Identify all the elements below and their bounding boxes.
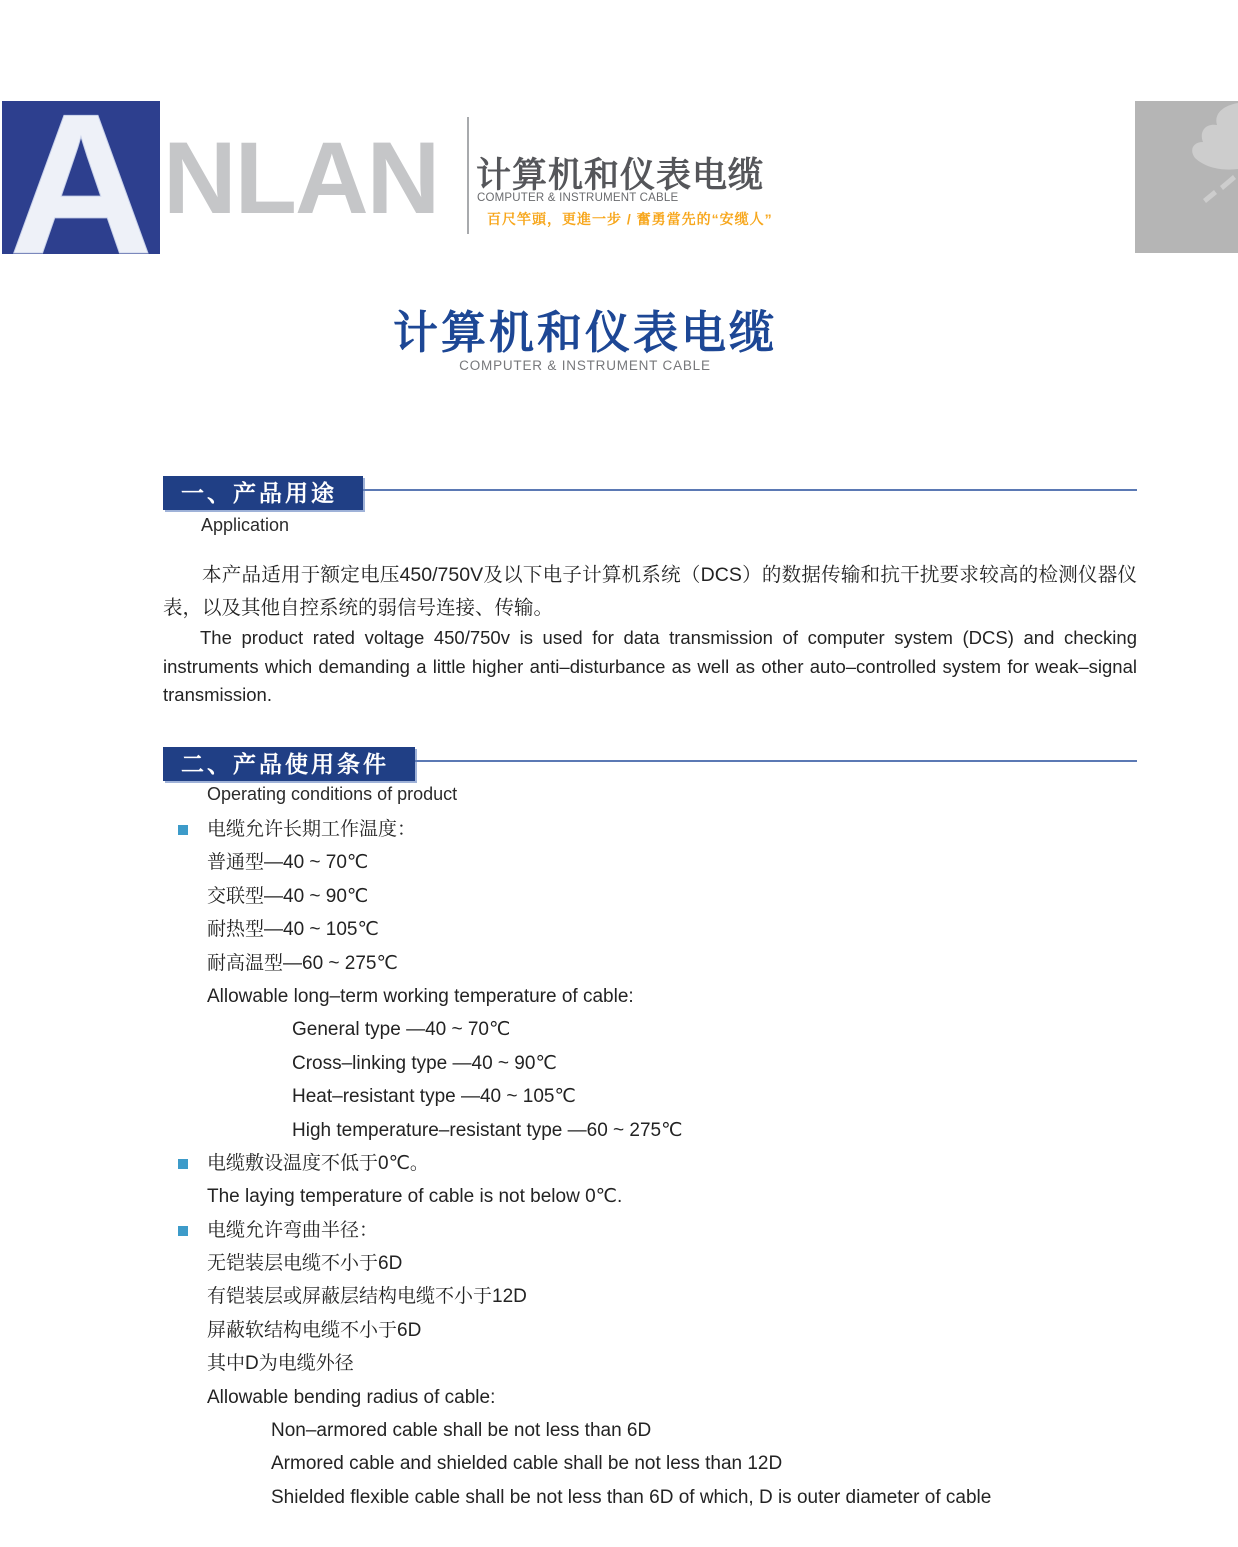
- list-item-text: 无铠装层电缆不小于6D: [207, 1253, 403, 1275]
- header-slogan: 百尺竿頭，更進一步 / 奮勇當先的“安缆人”: [487, 211, 773, 227]
- list-item-text: 普通型—40 ~ 70℃: [207, 852, 369, 874]
- list-item-text: Allowable long–term working temperature of cable:: [207, 985, 634, 1007]
- logo-letter-a: A: [8, 101, 154, 254]
- list-item: [163, 1047, 1143, 1080]
- list-item: [163, 1381, 1143, 1414]
- section-1-heading-box: 一、产品用途: [163, 476, 363, 510]
- list-item: [163, 1414, 1143, 1447]
- list-item-text: 交联型—40 ~ 90℃: [207, 885, 369, 907]
- list-item: [163, 1247, 1143, 1280]
- list-item: [163, 980, 1143, 1013]
- list-item-text: Heat–resistant type —40 ~ 105℃: [292, 1086, 576, 1108]
- list-item-text: Non–armored cable shall be not less than 6D: [271, 1420, 652, 1442]
- operating-conditions-label: Operating conditions of product: [207, 784, 458, 804]
- list-item-text: 电缆敷设温度不低于0℃。: [207, 1152, 429, 1174]
- list-item-text: The laying temperature of cable is not below 0℃.: [207, 1186, 623, 1208]
- list-item-text: 其中D为电缆外径: [207, 1353, 354, 1375]
- section-2-rule: [415, 760, 1137, 762]
- list-item: [163, 1481, 1143, 1514]
- list-item-text: Allowable bending radius of cable:: [207, 1386, 496, 1408]
- list-item-text: Cross–linking type —40 ~ 90℃: [292, 1052, 557, 1074]
- list-item-text: High temperature–resistant type —60 ~ 275℃: [292, 1119, 683, 1141]
- section-2-header: [163, 747, 1137, 781]
- header-divider: [467, 117, 469, 234]
- bullet-square-icon: [178, 1159, 188, 1169]
- list-item-text: 有铠装层或屏蔽层结构电缆不小于12D: [207, 1286, 527, 1308]
- list-item-text: Armored cable and shielded cable shall be not less than 12D: [271, 1453, 783, 1475]
- header-product-title-cn: 计算机和仪表电缆: [476, 156, 765, 195]
- list-item-text: 耐热型—40 ~ 105℃: [207, 919, 379, 941]
- list-item-text: 屏蔽软结构电缆不小于6D: [207, 1319, 422, 1341]
- list-item-text: General type —40 ~ 70℃: [292, 1019, 511, 1041]
- list-item: [163, 947, 1143, 980]
- list-item: [163, 1180, 1143, 1213]
- page-title-en: COMPUTER & INSTRUMENT CABLE: [459, 358, 711, 373]
- list-item-text: 电缆允许弯曲半径：: [207, 1219, 379, 1241]
- logo-wordmark: NLAN: [163, 121, 439, 235]
- list-item: [163, 1013, 1143, 1046]
- application-paragraph-cn: 本产品适用于额定电压450/750V及以下电子计算机系统（DCS）的数据传输和抗干扰要求较高的检测仪器仪表，以及其他自控系统的弱信号连接、传输。: [163, 564, 1137, 619]
- section-2-heading-box: 二、产品使用条件: [163, 747, 415, 781]
- page-title-cn: 计算机和仪表电缆: [392, 307, 777, 358]
- list-item-text: Shielded flexible cable shall be not less than 6D of which, D is outer diameter of cable: [271, 1486, 992, 1508]
- list-item: [163, 1280, 1143, 1313]
- application-paragraph-en: The product rated voltage 450/750v is used for data transmission of computer system (DCS) and checking instruments which demanding a little higher anti–disturbance as well as other auto–controlled system for weak–signal transmission.: [163, 627, 1137, 705]
- corner-image: [1135, 101, 1238, 253]
- list-item: [163, 1147, 1143, 1180]
- list-item: [163, 846, 1143, 879]
- list-item: [163, 1214, 1143, 1247]
- list-item: [163, 880, 1143, 913]
- section-1-rule: [363, 489, 1137, 491]
- application-label: Application: [201, 515, 290, 535]
- bullet-square-icon: [178, 1226, 188, 1236]
- list-item: [163, 1447, 1143, 1480]
- list-item-text: 电缆允许长期工作温度：: [207, 819, 417, 840]
- section-1-header: [163, 476, 1137, 510]
- bullet-square-icon: [178, 825, 188, 835]
- list-item: [163, 913, 1143, 946]
- header-product-title-en: COMPUTER & INSTRUMENT CABLE: [477, 192, 679, 204]
- leaf-icon: [1135, 101, 1238, 253]
- list-item: [163, 1080, 1143, 1113]
- list-item-text: 耐高温型—60 ~ 275℃: [207, 952, 398, 974]
- brand-logo: [2, 101, 160, 254]
- list-item: [163, 1114, 1143, 1147]
- list-item: [163, 813, 1143, 846]
- list-item: [163, 1347, 1143, 1380]
- conditions-list: [163, 813, 1143, 1514]
- list-item: [163, 1314, 1143, 1347]
